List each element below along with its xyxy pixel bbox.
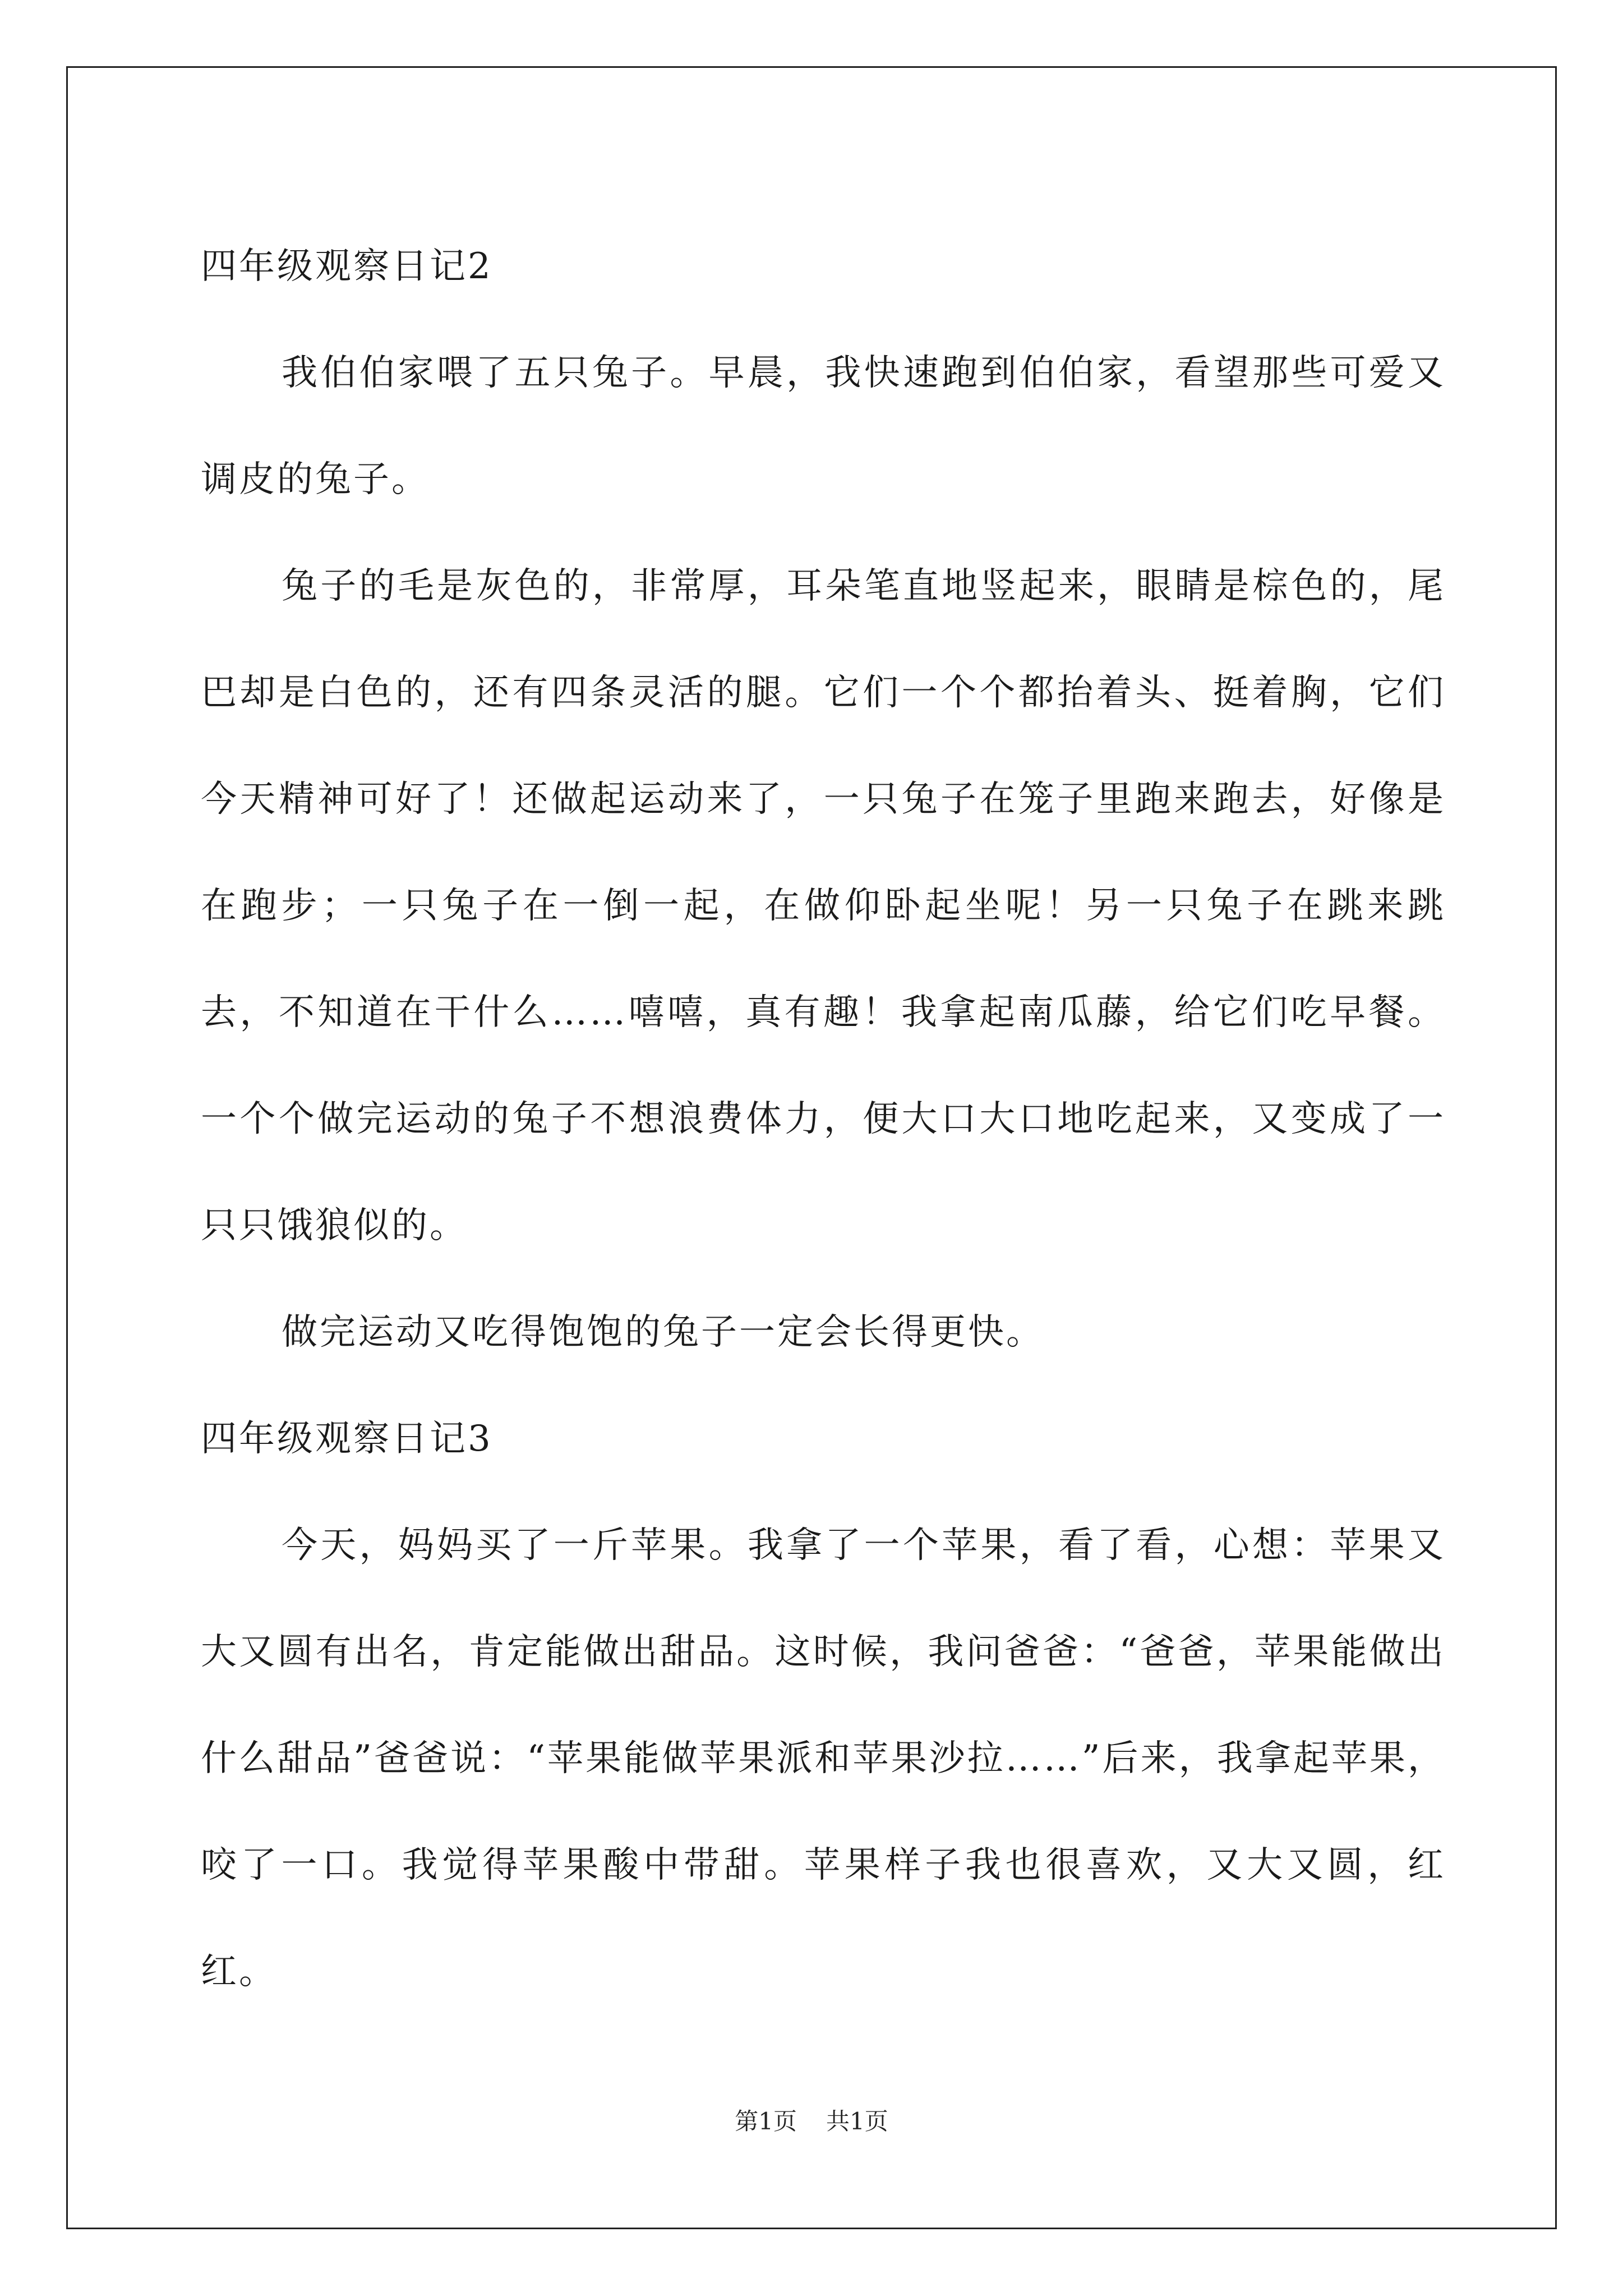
paragraph: 今天，妈妈买了一斤苹果。我拿了一个苹果，看了看，心想：苹果又大又圆有出名，肯定能做出甜品。这时候，我问爸爸：“爸爸，苹果能做出什么甜品”爸爸说：“苹果能做苹果派和苹果沙拉……”后来，我拿起苹果，咬了一口。我觉得苹果酸中带甜。苹果样子我也很喜欢，又大又圆，红红。 [201, 1525, 1446, 1993]
paragraph: 做完运动又吃得饱饱的兔子一定会长得更快。 [282, 1312, 1044, 1353]
paragraph: 兔子的毛是灰色的，非常厚，耳朵笔直地竖起来，眼睛是棕色的，尾巴却是白色的，还有四条灵活的腿。它们一个个都抬着头、挺着胸，它们今天精神可好了！还做起运动来了，一只兔子在笼子里跑来跑去，好像是在跑步；一只兔子在一倒一起，在做仰卧起坐呢！另一只兔子在跳来跳去，不知道在干什么……嘻嘻，真有趣！我拿起南瓜藤，给它们吃早餐。一个个做完运动的兔子不想浪费体力，便大口大口地吃起来，又变成了一只只饿狼似的。 [201, 565, 1446, 1246]
section-title: 四年级观察日记3 [201, 1418, 493, 1460]
document-body [201, 213, 1446, 2025]
page-footer [0, 2105, 1623, 2138]
section-title: 四年级观察日记2 [201, 246, 493, 287]
page-total: 共1页 [826, 2108, 888, 2135]
paragraph: 我伯伯家喂了五只兔子。早晨，我快速跑到伯伯家，看望那些可爱又调皮的兔子。 [201, 352, 1446, 500]
page-number: 第1页 [735, 2108, 797, 2135]
